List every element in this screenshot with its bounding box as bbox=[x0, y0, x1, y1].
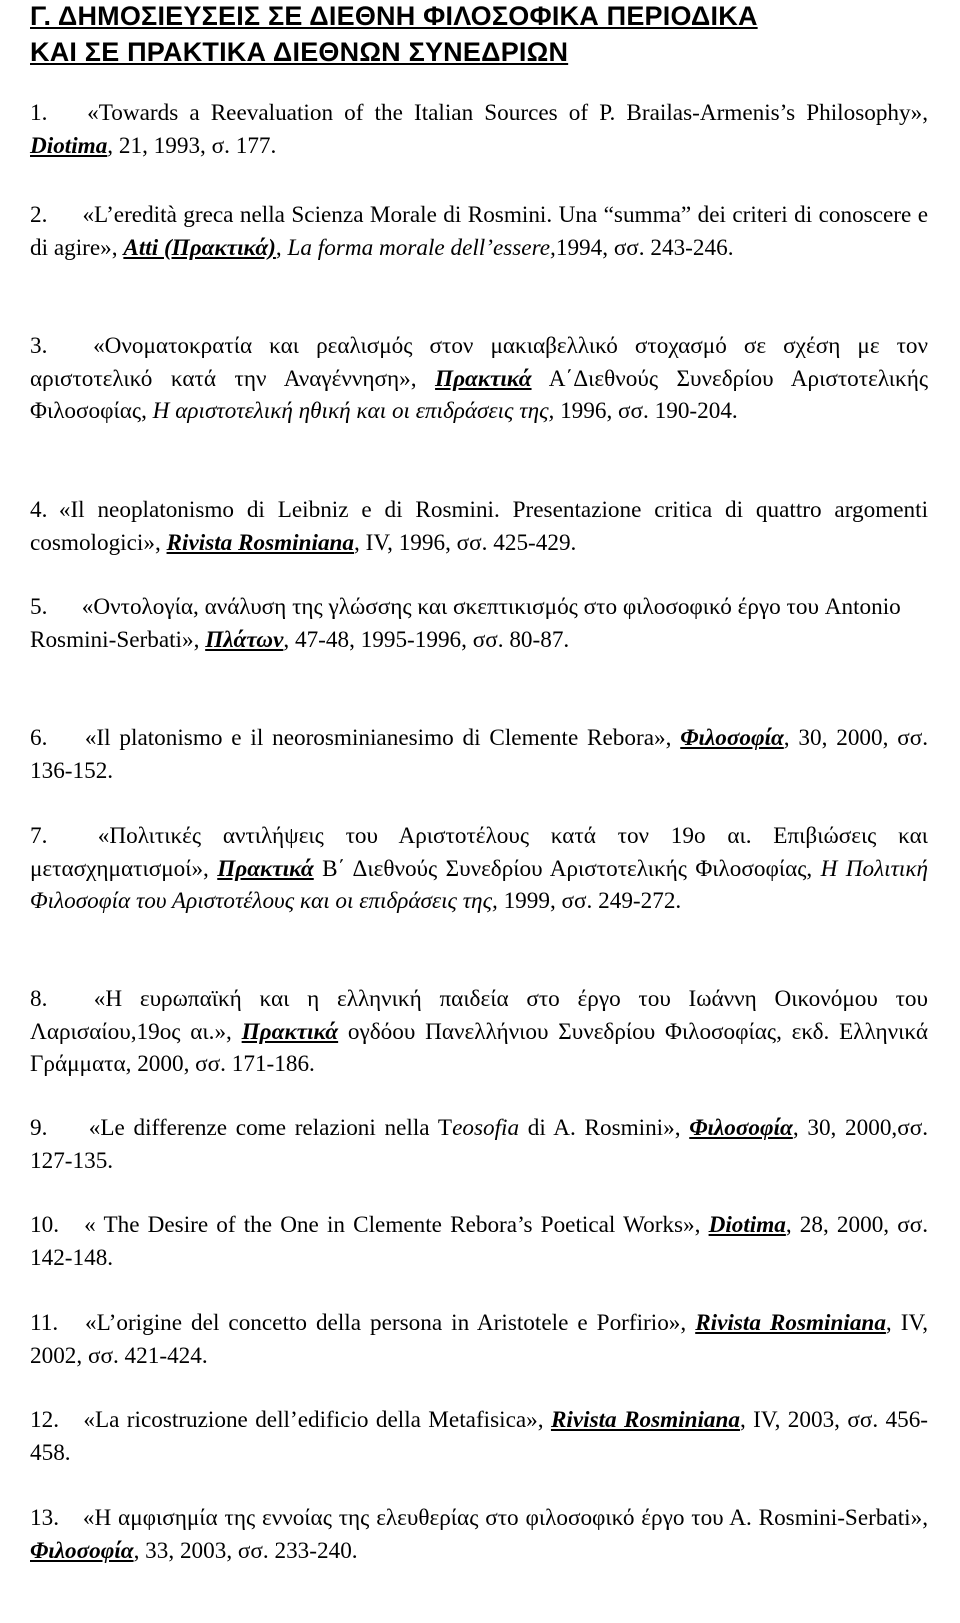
entry-title: «L’eredità greca nella Scienza Morale di Rosmini. Una “summa” dei criteri di conoscere e di agire», bbox=[30, 202, 929, 261]
entry-number: 7. bbox=[30, 823, 48, 849]
publication-entry-11 bbox=[30, 1307, 928, 1372]
entry-number: 4. bbox=[30, 497, 48, 523]
publication-entry-3 bbox=[30, 330, 928, 428]
entry-source: Πρακτικά bbox=[241, 1018, 339, 1045]
entry-details: 1994, σσ. 243-246. bbox=[555, 234, 734, 261]
entry-title: «Il platonismo e il neorosminianesimo di Clemente Rebora», bbox=[84, 725, 672, 751]
publication-entry-6 bbox=[30, 722, 928, 787]
entry-title: «Towards a Reevaluation of the Italian Sources of P. Brailas-Armenis’s Philosophy», bbox=[87, 100, 929, 126]
publication-entry-1 bbox=[30, 97, 928, 162]
entry-details: 1996, σσ. 190-204. bbox=[554, 398, 738, 425]
entry-source: Diotima bbox=[30, 132, 108, 159]
entry-title: « The Desire of the One in Clemente Rebora’s Poetical Works», bbox=[84, 1212, 701, 1238]
entry-number: 9. bbox=[30, 1115, 48, 1141]
entry-number: 8. bbox=[30, 986, 48, 1012]
entry-details: , 30, 2000,σσ. 127-135. bbox=[30, 1115, 929, 1174]
publication-entry-8 bbox=[30, 983, 928, 1081]
publication-entry-9 bbox=[30, 1112, 928, 1177]
entry-number: 1. bbox=[30, 100, 48, 126]
entry-details: , IV, 2003, σσ. 456-458. bbox=[30, 1407, 929, 1466]
publication-entry-2: 2. «L’eredità greca nella Scienza Morale di Rosmini. Una “summa” dei criteri di conoscere e di agire», Atti (Πρακτικά), La forma morale dell’essere,1994, σσ. 243-246. bbox=[30, 199, 928, 264]
entry-source: Rivista Rosminiana bbox=[550, 1407, 740, 1433]
entry-details: , IV, 1996, σσ. 425-429. bbox=[354, 529, 577, 556]
entry-number: 3. bbox=[30, 333, 48, 359]
entry-details: , 21, 1993, σ. 177. bbox=[107, 132, 277, 159]
section-heading-line-1: Γ. ΔΗΜΟΣΙΕΥΣΕΙΣ ΣΕ ΔΙΕΘΝΗ ΦΙΛΟΣΟΦΙΚΑ ΠΕΡΙΟΔΙΚΑ bbox=[30, 1, 758, 31]
entry-volume-title: Η αριστοτελική ηθική και οι επιδράσεις της, bbox=[152, 398, 555, 425]
entry-details: , 30, 2000, σσ. 136-152. bbox=[30, 725, 929, 784]
publication-entry-5 bbox=[30, 591, 928, 656]
entry-source: Πρακτικά bbox=[435, 365, 532, 392]
entry-title: «Οντολογία, ανάλυση της γλώσσης και σκεπτικισμός στο φιλοσοφικό έργο του Antonio Rosmini-Serbati», bbox=[30, 594, 901, 653]
publication-entry-4 bbox=[30, 494, 928, 559]
entry-source: Πρακτικά bbox=[217, 855, 314, 882]
entry-source: Rivista Rosminiana bbox=[695, 1310, 886, 1336]
entry-details: ογδόου Πανελλήνιου Συνεδρίου Φιλοσοφίας, εκδ. Ελληνικά Γράμματα, 2000, σσ. 171-186. bbox=[30, 1018, 928, 1078]
entry-number: 10. bbox=[30, 1212, 59, 1238]
entry-source: Diotima bbox=[708, 1212, 786, 1238]
entry-source: Πλάτων bbox=[205, 626, 284, 653]
entry-details: , IV, 2002, σσ. 421-424. bbox=[30, 1310, 929, 1369]
section-heading-line-2: ΚΑΙ ΣΕ ΠΡΑΚΤΙΚΑ ΔΙΕΘΝΩΝ ΣΥΝΕΔΡΙΩΝ bbox=[30, 37, 569, 67]
entry-conference: Β΄ Διεθνούς Συνεδρίου Αριστοτελικής Φιλοσοφίας, bbox=[313, 855, 821, 882]
entry-number: 12. bbox=[30, 1407, 59, 1433]
section-heading bbox=[30, 0, 758, 70]
entry-number: 13. bbox=[30, 1505, 59, 1531]
entry-title: «Il neoplatonismo di Leibniz e di Rosmini. Presentazione critica di quattro argomenti cosmologici», bbox=[30, 497, 929, 556]
entry-title: «Η αμφισημία της εννοίας της ελευθερίας στο φιλοσοφικό έργο του Α. Rosmini-Serbati», bbox=[82, 1505, 928, 1531]
entry-conference: Α΄Διεθνούς Συνεδρίου Αριστοτελικής Φιλοσοφίας, bbox=[30, 365, 929, 425]
entry-number: 11. bbox=[30, 1310, 59, 1336]
entry-number: 2. bbox=[30, 202, 48, 228]
entry-title: «La ricostruzione dell’edificio della Metafisica», bbox=[83, 1407, 544, 1433]
entry-number: 6. bbox=[30, 725, 48, 751]
entry-details: , 28, 2000, σσ. 142-148. bbox=[30, 1212, 929, 1271]
entry-source: Φιλοσοφία bbox=[30, 1537, 134, 1564]
entry-details: , 47-48, 1995-1996, σσ. 80-87. bbox=[283, 626, 570, 653]
publication-entry-13 bbox=[30, 1502, 928, 1567]
publication-entry-10 bbox=[30, 1209, 928, 1274]
entry-source: Atti (Πρακτικά) bbox=[123, 234, 276, 261]
entry-title: «Η ευρωπαϊκή και η ελληνική παιδεία στο έργο του Ιωάννη Οικονόμου του Λαρισαίου,19ος αι.», bbox=[30, 986, 929, 1045]
entry-details: , 33, 2003, σσ. 233-240. bbox=[133, 1537, 358, 1564]
entry-title: «Ονοματοκρατία και ρεαλισμός στον μακιαβελλικό στοχασμό σε σχέση με τον αριστοτελικό κατά την Αναγέννηση», bbox=[30, 333, 929, 392]
entry-title-italic: eosofia bbox=[452, 1115, 520, 1141]
entry-volume-title: Η Πολιτική Φιλοσοφία του Αριστοτέλους και οι επιδράσεις της, bbox=[30, 855, 928, 915]
entry-number: 5. bbox=[30, 594, 48, 620]
publication-entry-7 bbox=[30, 820, 928, 918]
entry-source: Φιλοσοφία bbox=[689, 1115, 793, 1141]
entry-title: «Πολιτικές αντιλήψεις του Αριστοτέλους κατά τον 19ο αι. Επιβιώσεις και μετασχηματισμοί», bbox=[30, 823, 928, 882]
publication-entry-12 bbox=[30, 1404, 928, 1469]
entry-title-end: di A. Rosmini», bbox=[519, 1115, 681, 1141]
entry-title: «Le differenze come relazioni nella T bbox=[88, 1115, 453, 1141]
entry-title: «L’origine del concetto della persona in Aristotele e Porfirio», bbox=[85, 1310, 687, 1336]
entry-details: 1999, σσ. 249-272. bbox=[497, 888, 682, 915]
entry-source: Rivista Rosminiana bbox=[166, 529, 355, 556]
entry-source: Φιλοσοφία bbox=[680, 725, 784, 751]
entry-volume-title: La forma morale dell’essere, bbox=[287, 234, 556, 261]
